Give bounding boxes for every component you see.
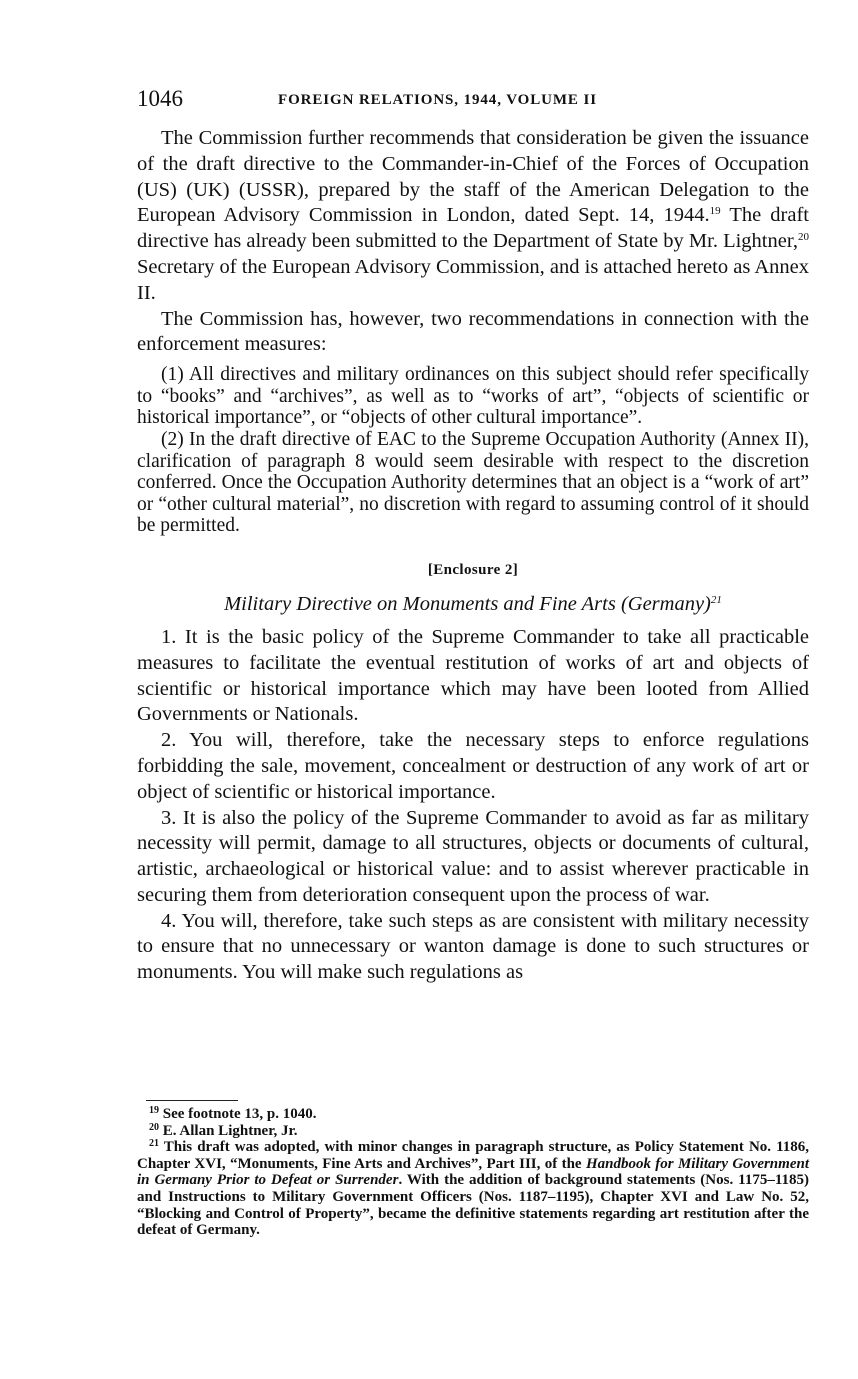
footnotes (137, 1106, 809, 1239)
footnote-20: $^{20}$ E. Allan Lightner, Jr. (149, 1121, 298, 1139)
footnote-19: $^{19}$ See footnote 13, p. 1040. (149, 1105, 317, 1122)
footnote-ref-20: 20 (798, 231, 809, 244)
directive-paragraph-2: 2. You will, therefore, take the necessary steps to enforce regulations forbidding the sale, movement, concealment or destruction of any work of art or object of scientific or historical importance. (137, 729, 809, 803)
footnote-divider (146, 1100, 238, 1101)
paragraph-commission-recommends: The Commission further recommends that consideration be given the issuance of the draft directive to the Commander-in-Chief of the Forces of Occupation (US) (UK) (USSR), prepared by the staff of the American Delegation to the European Advisory Commission in London, dated Sept. 14, 1944.19 The draft directive has already been submitted to the Department of State by Mr. Lightner,$^{20}$ Secretary of the European Advisory Commission, and is attached hereto as Annex II. (137, 127, 809, 304)
directive-title: Military Directive on Monuments and Fine Arts (Germany)$^{21}$ (224, 592, 722, 615)
paragraph-two-recommendations: The Commission has, however, two recommendations in connection with the enforcement measures: (137, 307, 809, 356)
footnote-ref-21: 21 (710, 593, 722, 606)
main-text (137, 126, 809, 986)
page-number: 1046 (137, 86, 183, 111)
directive-paragraph-1: 1. It is the basic policy of the Supreme Commander to take all practicable measures to facilitate the eventual restitution of works of art and objects of scientific or historical importance which may have been looted from Allied Governments or Nationals. (137, 625, 809, 726)
recommendation-1: (1) All directives and military ordinances on this subject should refer specifically to “books” and “archives”, as well as to “works of art”, “objects of scientific or historical importance”, or “objects of other cultural importance”. (137, 364, 809, 429)
directive-paragraph-3: 3. It is also the policy of the Supreme Commander to avoid as far as military necessity will permit, damage to all structures, objects or documents of cultural, artistic, archaeological or historical value: and to assist wherever practicable in securing them from deterioration consequent upon the process of war. (137, 806, 809, 906)
recommendations-list (137, 364, 809, 537)
footnote-21: $^{21}$ This draft was adopted, with minor changes in paragraph structure, as Policy Statement No. 1186, Chapter XVI, “Monuments, Fine Arts and Archives”, Part III, of the Handbook for Military Government in Germany Prior to Defeat or Surrender. With the addition of background statements (Nos. 1175–1185) and Instructions to Military Government Officers (Nos. 1187–1195), Chapter XVI and Law No. 52, “Blocking and Control of Property”, became the definitive statements regarding art restitution after the defeat of Germany. (137, 1138, 810, 1239)
recommendation-2: (2) In the draft directive of EAC to the Supreme Occupation Authority (Annex II), clarification of paragraph 8 would seem desirable with respect to the discretion conferred. Once the Occupation Authority determines that an object is a “work of art” or “other cultural material”, no discretion with regard to assuming control of it should be permitted. (137, 428, 809, 537)
page-header (137, 84, 809, 114)
enclosure-label: [Enclosure 2] (427, 561, 519, 578)
footnote-ref-19: 19 (709, 205, 721, 218)
running-head: FOREIGN RELATIONS, 1944, VOLUME II (278, 92, 597, 108)
directive-paragraph-4: 4. You will, therefore, take such steps as are consistent with military necessity to ensure that no unnecessary or wanton damage is done to such structures or monuments. You will make such regulations as (137, 909, 809, 984)
